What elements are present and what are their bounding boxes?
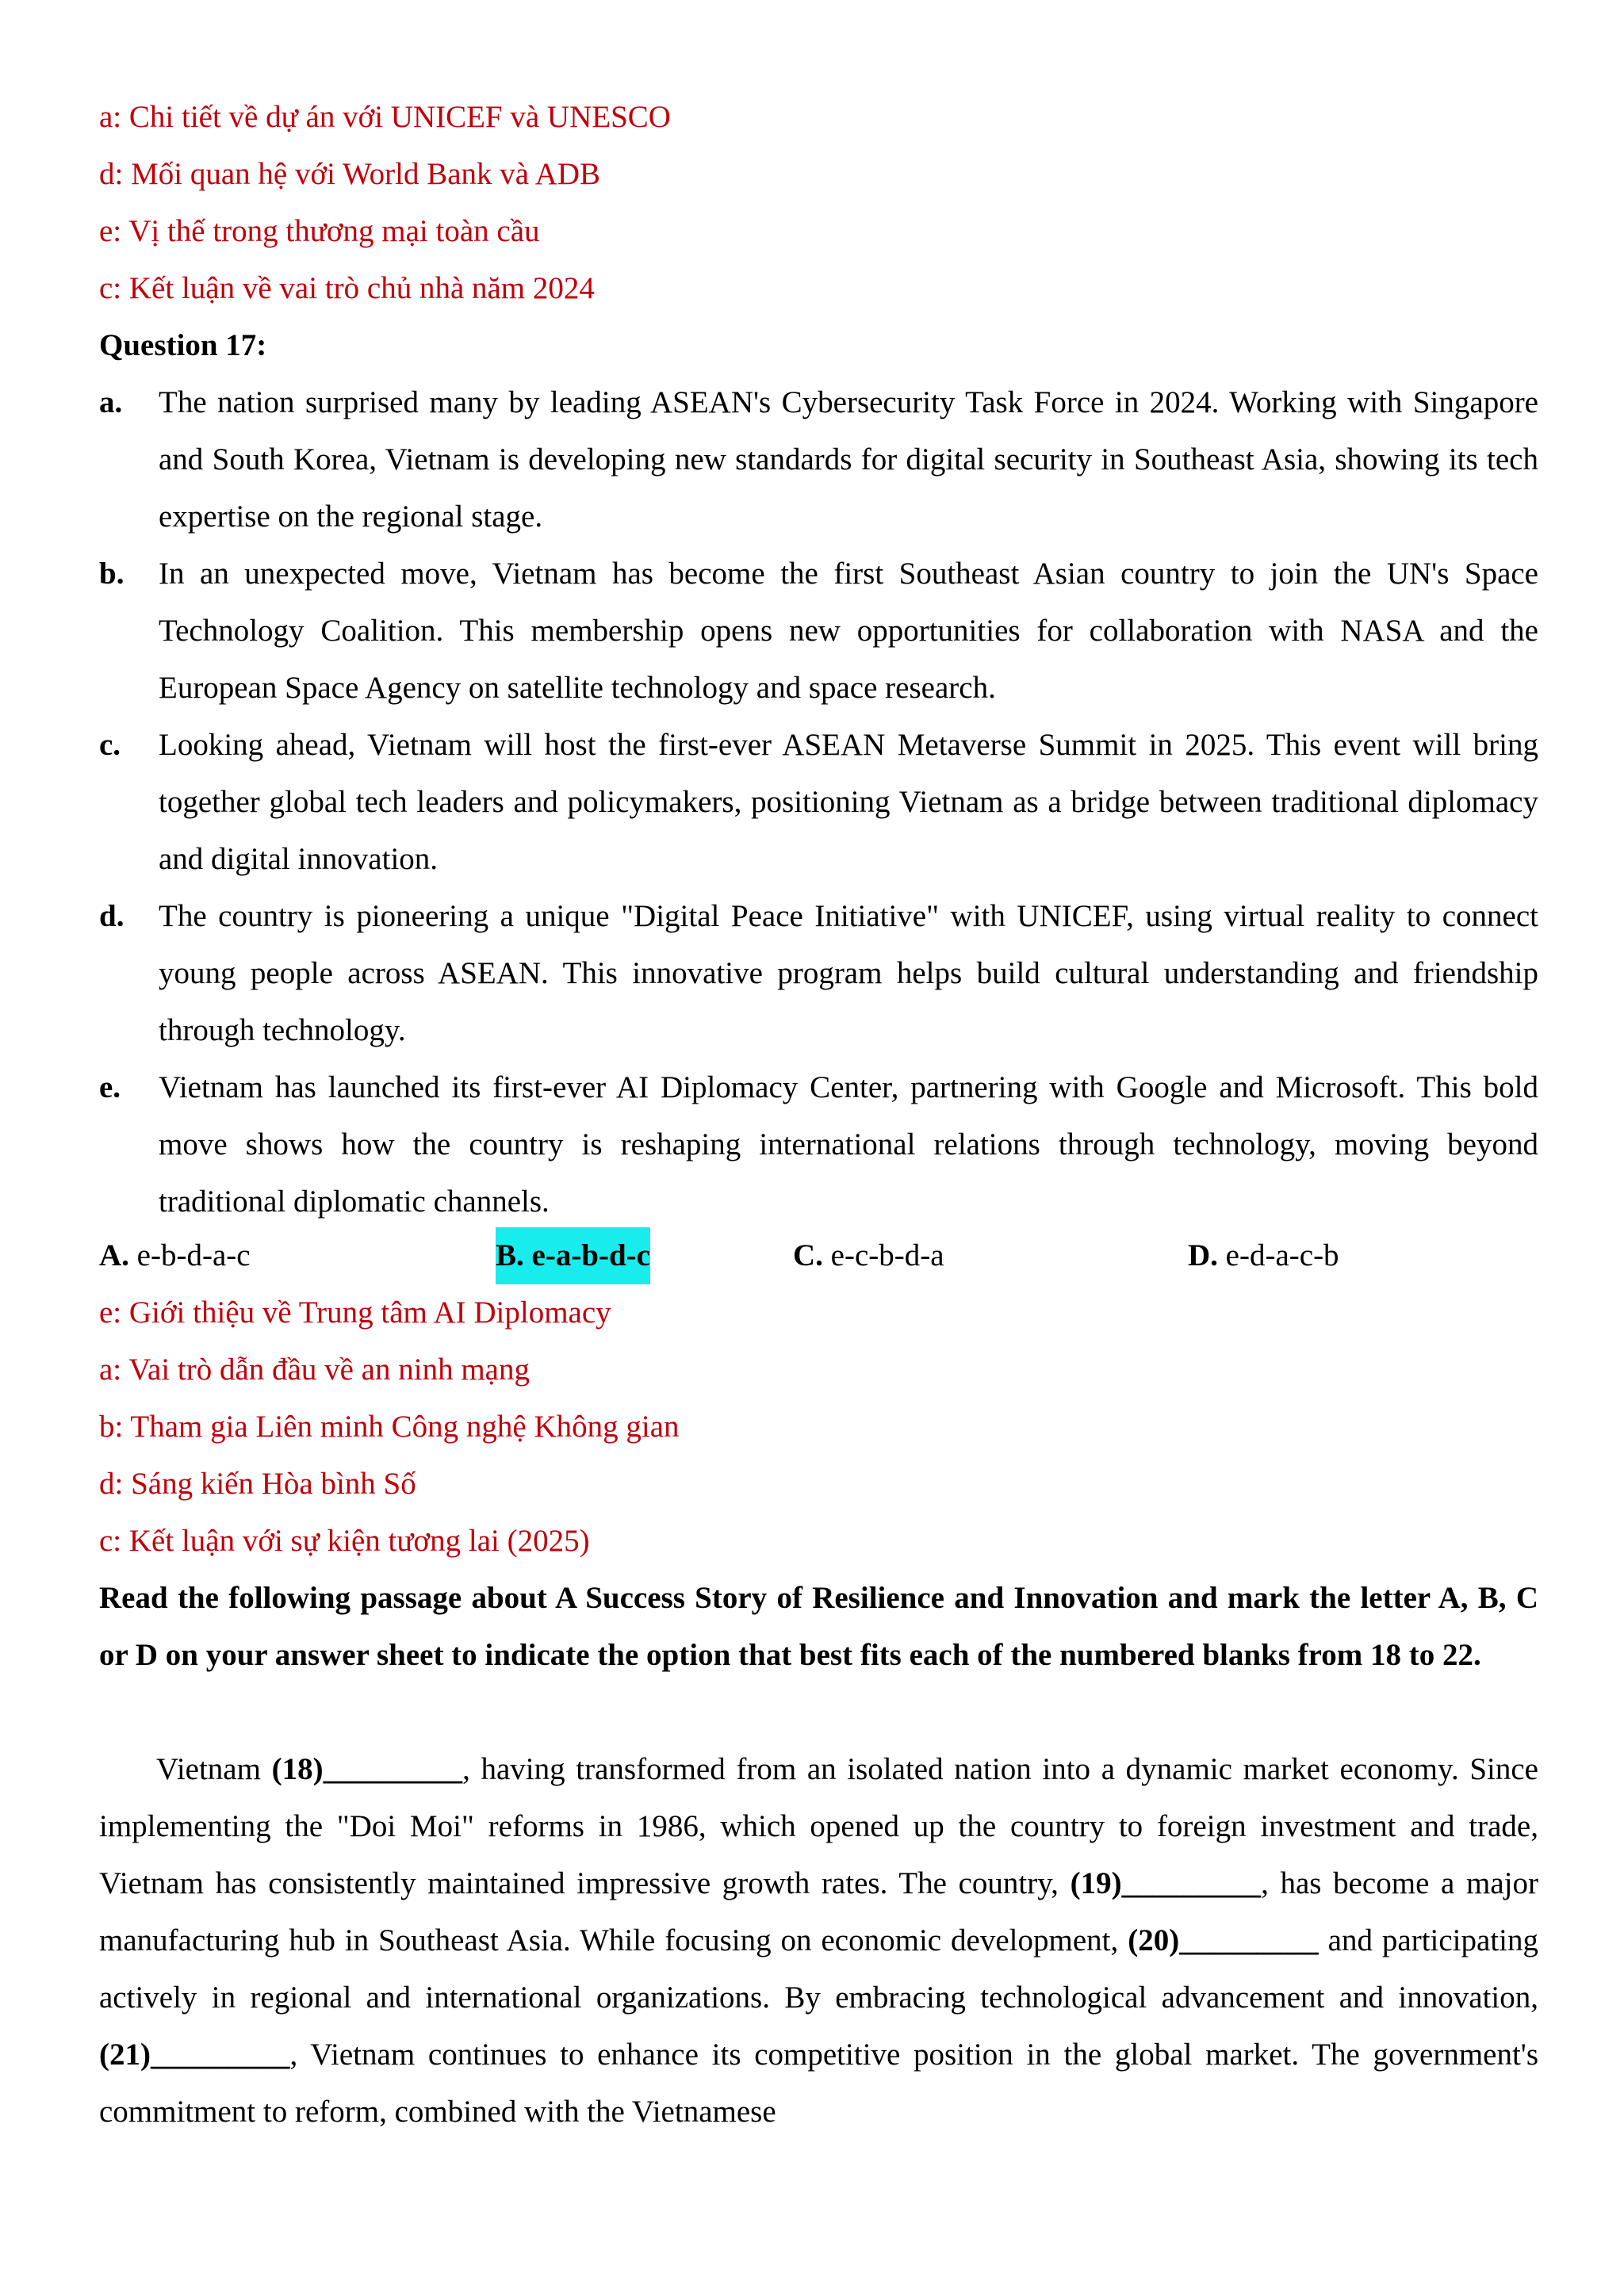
answer-options — [99, 1227, 1538, 1284]
option-letter: B. — [496, 1238, 524, 1272]
option-letter: D. — [1188, 1238, 1218, 1272]
item-text: Vietnam has launched its first-ever AI Diplomacy Center, partnering with Google and Microsoft. This bold move shows how the country is reshaping international relations through technology, moving beyond traditional diplomatic channels. — [159, 1070, 1538, 1219]
option-d[interactable] — [1188, 1227, 1339, 1284]
option-value: e-b-d-a-c — [136, 1238, 251, 1272]
note-line: d: Mối quan hệ với World Bank và ADB — [99, 157, 601, 191]
question-title: Question 17: — [99, 328, 267, 362]
passage-text: , has become a major manufacturing hub in Southeast Asia. While focusing on economic development, — [99, 1866, 1538, 1957]
option-b-correct[interactable] — [496, 1227, 650, 1284]
option-c[interactable] — [793, 1227, 944, 1284]
explanation-line: e: Giới thiệu về Trung tâm AI Diplomacy — [99, 1295, 611, 1330]
option-a[interactable] — [99, 1227, 251, 1284]
option-letter: A. — [99, 1238, 129, 1272]
question-item-a — [99, 374, 1538, 545]
blank-20: (20)_________ — [1128, 1923, 1319, 1957]
question-item-b — [99, 545, 1538, 717]
question-item-d — [99, 888, 1538, 1059]
passage-text: Vietnam — [156, 1752, 272, 1786]
item-letter: d. — [99, 899, 124, 933]
blank-21: (21)_________ — [99, 2038, 290, 2072]
question-item-c — [99, 717, 1538, 888]
item-letter: a. — [99, 385, 123, 419]
item-text: The country is pioneering a unique "Digital Peace Initiative" with UNICEF, using virtual reality to connect young people across ASEAN. This innovative program helps build cultural understanding and friendship through technology. — [159, 899, 1538, 1047]
passage-text: and participating actively in regional and international organizations. By embracing technological advancement and innovation, — [99, 1923, 1538, 2015]
explanation-line: a: Vai trò dẫn đầu về an ninh mạng — [99, 1353, 530, 1387]
note-line: e: Vị thế trong thương mại toàn cầu — [99, 214, 540, 248]
item-text: Looking ahead, Vietnam will host the first-ever ASEAN Metaverse Summit in 2025. This event will bring together global tech leaders and policymakers, positioning Vietnam as a bridge between traditional diplomacy and digital innovation. — [159, 728, 1538, 876]
item-text: In an unexpected move, Vietnam has become the first Southeast Asian country to join the UN's Space Technology Coalition. This membership opens new opportunities for collaboration with NASA and the European Space Agency on satellite technology and space research. — [159, 557, 1538, 705]
reading-passage — [99, 1741, 1538, 2141]
explanation-line: d: Sáng kiến Hòa bình Số — [99, 1467, 416, 1501]
option-value: e-d-a-c-b — [1225, 1238, 1339, 1272]
option-value: e-c-b-d-a — [830, 1238, 944, 1272]
option-value: e-a-b-d-c — [531, 1238, 650, 1272]
question-item-e — [99, 1059, 1538, 1230]
item-letter: e. — [99, 1070, 121, 1104]
item-letter: c. — [99, 728, 121, 762]
passage-text: , Vietnam continues to enhance its competitive position in the global market. The government's commitment to reform, combined with the Vietnamese — [99, 2038, 1538, 2129]
item-text: The nation surprised many by leading ASEAN's Cybersecurity Task Force in 2024. Working with Singapore and South Korea, Vietnam is developing new standards for digital security in Southeast Asia, showing its tech expertise on the regional stage. — [159, 385, 1538, 534]
note-line: c: Kết luận về vai trò chủ nhà năm 2024 — [99, 271, 595, 305]
blank-18: (18)_________ — [271, 1752, 463, 1786]
explanation-line: b: Tham gia Liên minh Công nghệ Không gian — [99, 1410, 680, 1444]
blank-19: (19)_________ — [1070, 1866, 1262, 1900]
passage-text: , having transformed from an isolated nation into a dynamic market economy. Since implementing the "Doi Moi" reforms in 1986, which opened up the country to foreign investment and trade, Vietnam has consistently maintained impressive growth rates. The country, — [99, 1752, 1538, 1900]
option-letter: C. — [793, 1238, 823, 1272]
item-letter: b. — [99, 557, 124, 591]
passage-instruction: Read the following passage about A Success Story of Resilience and Innovation and mark the letter A, B, C or D on your answer sheet to indicate the option that best fits each of the numbered blanks from 18 to 22. — [99, 1581, 1538, 1672]
note-line: a: Chi tiết về dự án với UNICEF và UNESCO — [99, 100, 671, 134]
explanation-line: c: Kết luận với sự kiện tương lai (2025) — [99, 1524, 590, 1558]
